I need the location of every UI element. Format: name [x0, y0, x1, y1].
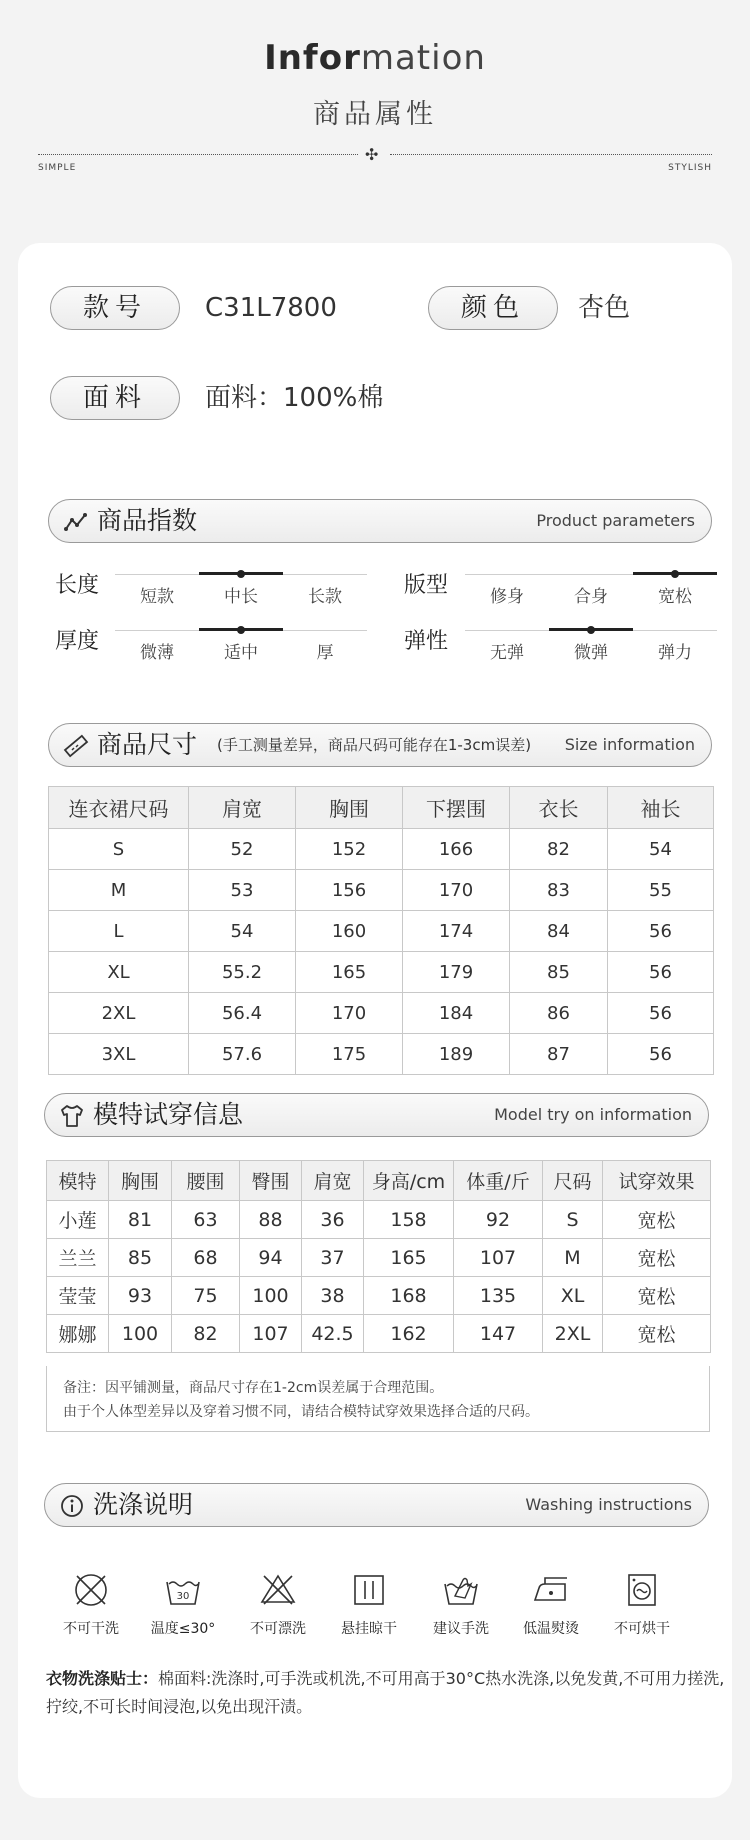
no-dry-clean: 不可干洗 — [48, 1570, 134, 1638]
svg-text:30: 30 — [176, 1591, 190, 1602]
fit-label: 版型 — [404, 573, 449, 598]
elasticity-option-stretch: 弹力 — [658, 643, 692, 663]
model-en-title: Model try on information — [494, 1105, 692, 1124]
fit-option-regular: 合身 — [574, 587, 608, 607]
style-number-label: 款号 — [50, 286, 180, 330]
no-tumble-dry: 不可烘干 — [599, 1570, 685, 1638]
elasticity-label: 弹性 — [404, 629, 449, 654]
color-value: 杏色 — [578, 293, 631, 323]
trend-chart-icon — [63, 509, 89, 535]
model-table-header — [47, 1161, 711, 1201]
length-option-mid: 中长 — [199, 570, 283, 604]
col-bust: 胸围 — [109, 1161, 172, 1201]
tag-simple: SIMPLE — [38, 163, 77, 173]
thickness-option-thick: 厚 — [316, 643, 334, 663]
elasticity-option-none: 无弹 — [490, 643, 524, 663]
params-section-header — [48, 499, 712, 543]
col-hip: 臀围 — [240, 1161, 302, 1201]
wash-30-icon — [163, 1570, 203, 1610]
wash-tips — [46, 1665, 726, 1721]
fit-scale — [465, 570, 717, 610]
length-option-long: 长款 — [308, 587, 342, 607]
model-remark — [46, 1366, 710, 1432]
wash-tips-text: 棉面料:洗涤时,可手洗或机洗,不可用高于30°C热水洗涤,以免发黄,不可用力搓洗,拧绞,不可长时间浸泡,以免出现汗渍。 — [46, 1669, 725, 1716]
col-fit-effect: 试穿效果 — [603, 1161, 711, 1201]
thickness-option-medium: 适中 — [199, 626, 283, 660]
col-waist: 腰围 — [172, 1161, 240, 1201]
size-table — [48, 786, 714, 1075]
size-en-title: Size information — [564, 735, 695, 754]
size-note: (手工测量差异，商品尺码可能存在1-3cm误差) — [217, 736, 532, 754]
params-en-title: Product parameters — [536, 511, 695, 530]
color-label: 颜色 — [428, 286, 558, 330]
decor-cross-icon: ✣ — [365, 145, 379, 164]
length-scale — [115, 570, 367, 610]
no-tumble-dry-icon — [622, 1570, 662, 1610]
col-shoulder: 肩宽 — [189, 787, 296, 829]
wash-title: 洗涤说明 — [93, 1490, 194, 1519]
no-dry-clean-icon — [71, 1570, 111, 1610]
params-title: 商品指数 — [97, 506, 198, 535]
no-bleach-icon — [258, 1570, 298, 1610]
col-size: 尺码 — [543, 1161, 603, 1201]
info-icon — [59, 1493, 85, 1519]
col-length: 衣长 — [510, 787, 608, 829]
table-row: 2XL 56.4 170 184 86 56 — [49, 993, 714, 1034]
style-number-value: C31L7800 — [205, 293, 337, 323]
col-bust: 胸围 — [296, 787, 403, 829]
wash-section-header — [44, 1483, 709, 1527]
fit-option-slim: 修身 — [490, 587, 524, 607]
col-size: 连衣裙尺码 — [49, 787, 189, 829]
page-title: Information — [264, 38, 486, 78]
size-title: 商品尺寸 — [97, 730, 198, 759]
hang-dry: 悬挂晾干 — [326, 1570, 412, 1638]
ruler-icon — [63, 733, 89, 759]
model-table — [46, 1160, 711, 1353]
page-subtitle: 商品属性 — [313, 99, 437, 130]
table-row: 莹莹 93 75 100 38 168 135 XL 宽松 — [47, 1277, 711, 1315]
thickness-label: 厚度 — [55, 629, 100, 654]
elasticity-scale — [465, 626, 717, 666]
thickness-scale — [115, 626, 367, 666]
wash-30: 30 温度≤30° — [140, 1570, 226, 1638]
table-row: 3XL 57.6 175 189 87 56 — [49, 1034, 714, 1075]
table-row: 小莲 81 63 88 36 158 92 S 宽松 — [47, 1201, 711, 1239]
fabric-label: 面料 — [50, 376, 180, 420]
col-shoulder: 肩宽 — [302, 1161, 364, 1201]
wash-en-title: Washing instructions — [525, 1495, 692, 1514]
length-option-short: 短款 — [140, 587, 174, 607]
divider-right — [390, 154, 712, 155]
col-sleeve: 袖长 — [608, 787, 714, 829]
col-model: 模特 — [47, 1161, 109, 1201]
hand-wash: 建议手洗 — [418, 1570, 504, 1638]
hang-dry-icon — [349, 1570, 389, 1610]
elasticity-option-slight: 微弹 — [549, 626, 633, 660]
remark-line-2: 由于个人体型差异以及穿着习惯不同，请结合模特试穿效果选择合适的尺码。 — [63, 1404, 539, 1420]
col-height: 身高/cm — [364, 1161, 454, 1201]
table-row: XL 55.2 165 179 85 56 — [49, 952, 714, 993]
size-section-header — [48, 723, 712, 767]
model-title: 模特试穿信息 — [93, 1100, 244, 1129]
fabric-value: 面料：100%棉 — [205, 383, 384, 413]
table-row: L 54 160 174 84 56 — [49, 911, 714, 952]
wash-tips-label: 衣物洗涤贴士： — [46, 1669, 159, 1688]
col-weight: 体重/斤 — [454, 1161, 543, 1201]
low-iron-icon — [531, 1570, 571, 1610]
hand-wash-icon — [441, 1570, 481, 1610]
tshirt-icon — [59, 1103, 85, 1129]
divider-left — [38, 154, 358, 155]
table-row: 娜娜 100 82 107 42.5 162 147 2XL 宽松 — [47, 1315, 711, 1353]
remark-line-1: 备注：因平铺测量，商品尺寸存在1-2cm误差属于合理范围。 — [63, 1380, 444, 1396]
size-table-header — [49, 787, 714, 829]
model-section-header — [44, 1093, 709, 1137]
low-iron: 低温熨烫 — [508, 1570, 594, 1638]
table-row: M 53 156 170 83 55 — [49, 870, 714, 911]
table-row: 兰兰 85 68 94 37 165 107 M 宽松 — [47, 1239, 711, 1277]
thickness-option-thin: 微薄 — [140, 643, 174, 663]
col-hem: 下摆围 — [403, 787, 510, 829]
length-label: 长度 — [55, 573, 100, 598]
table-row: S 52 152 166 82 54 — [49, 829, 714, 870]
tag-stylish: STYLISH — [668, 163, 712, 173]
no-bleach: 不可漂洗 — [235, 1570, 321, 1638]
fit-option-loose: 宽松 — [633, 570, 717, 604]
